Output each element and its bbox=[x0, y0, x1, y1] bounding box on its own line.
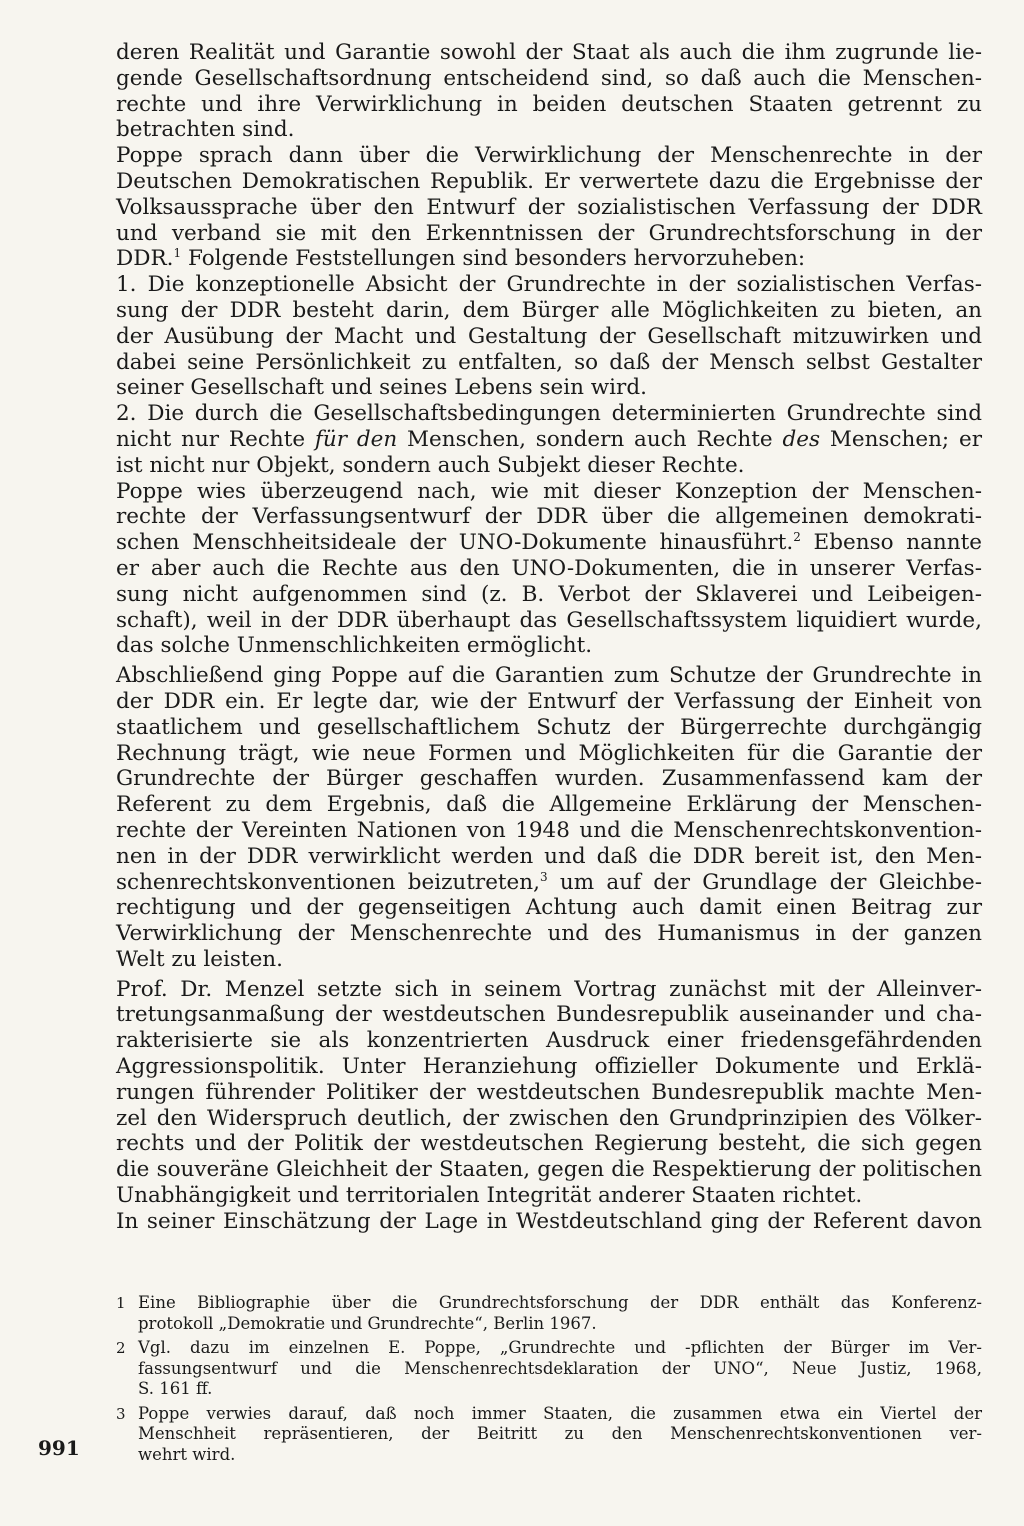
footnote-ref-3[interactable]: 3 bbox=[539, 869, 548, 884]
text-line: Welt zu leisten. bbox=[116, 946, 283, 972]
text-line: Prof. Dr. Menzel setzte sich in seinem Vortrag zunächst mit der Alleinver- bbox=[116, 976, 982, 1002]
footnote-line: protokoll „Demokratie und Grundrechte“, Berlin 1967. bbox=[138, 1313, 597, 1333]
footnote-2 bbox=[116, 1338, 982, 1400]
text-line: In seiner Einschätzung der Lage in Westdeutschland ging der Referent davon bbox=[116, 1208, 982, 1234]
text-line: deren Realität und Garantie sowohl der Staat als auch die ihm zugrunde lie- bbox=[116, 40, 982, 65]
footnote-number: 1 bbox=[116, 1294, 126, 1312]
text-fragment: Ebenso nannte bbox=[800, 530, 982, 556]
footnote-text bbox=[138, 1338, 982, 1400]
text-line: Referent zu dem Ergebnis, daß die Allgemeine Erklärung der Menschen- bbox=[116, 792, 982, 818]
text-line: rechtigung und der gegenseitigen Achtung auch damit einen Beitrag zur bbox=[116, 895, 982, 921]
footnotes bbox=[116, 1293, 982, 1469]
text-line: Unabhängigkeit und territorialen Integrität anderer Staaten richtet. bbox=[116, 1183, 863, 1209]
text-line: 1. Die konzeptionelle Absicht der Grundrechte in der sozialistischen Verfas- bbox=[116, 272, 982, 298]
text-line: dabei seine Persönlichkeit zu entfalten, so daß der Mensch selbst Gestalter bbox=[116, 349, 982, 375]
text-line: ist nicht nur Objekt, sondern auch Subjekt dieser Rechte. bbox=[116, 452, 745, 478]
text-line: Aggressionspolitik. Unter Heranziehung offizieller Dokumente und Erklä- bbox=[116, 1054, 982, 1080]
text-line: betrachten sind. bbox=[116, 117, 295, 143]
main-text bbox=[116, 40, 982, 1235]
footnote-text bbox=[138, 1293, 982, 1334]
footnote-number: 2 bbox=[116, 1339, 126, 1357]
text-line bbox=[116, 870, 982, 896]
text-line: Verwirklichung der Menschenrechte und des Humanismus in der ganzen bbox=[116, 921, 982, 947]
text-fragment: schen Menschheitsideale der UNO-Dokumente hinausführt. bbox=[116, 530, 794, 556]
text-line: seiner Gesellschaft und seines Lebens sein wird. bbox=[116, 375, 647, 401]
footnote-line: wehrt wird. bbox=[138, 1444, 236, 1464]
text-fragment: Menschen; er bbox=[820, 426, 983, 452]
text-line: er aber auch die Rechte aus den UNO-Dokumenten, die in unserer Verfas- bbox=[116, 555, 982, 581]
footnote-line: Menschheit repräsentieren, der Beitritt zu den Menschenrechtskonventionen ver- bbox=[138, 1424, 982, 1443]
footnote-number: 3 bbox=[116, 1404, 126, 1423]
text-line: rungen führender Politiker der westdeutschen Bundesrepublik machte Men- bbox=[116, 1079, 982, 1105]
text-line: rechte und ihre Verwirklichung in beiden deutschen Staaten getrennt zu bbox=[116, 91, 982, 117]
text-fragment: Menschen, sondern auch Rechte bbox=[397, 426, 783, 452]
text-line: sung nicht aufgenommen sind (z. B. Verbot der Sklaverei und Leibeigen- bbox=[116, 581, 982, 607]
footnote-1 bbox=[116, 1293, 982, 1334]
text-line: Volksaussprache über den Entwurf der sozialistischen Verfassung der DDR bbox=[116, 194, 982, 220]
text-line: gende Gesellschaftsordnung entscheidend sind, so daß auch die Menschen- bbox=[116, 65, 982, 91]
text-line: rechts und der Politik der westdeutschen Regierung besteht, die sich gegen bbox=[116, 1131, 982, 1157]
text-line: tretungsanmaßung der westdeutschen Bundesrepublik auseinander und cha- bbox=[116, 1002, 982, 1028]
text-line: schaft), weil in der DDR überhaupt das Gesellschaftssystem liquidiert wurde, bbox=[116, 607, 982, 633]
text-line: rakterisierte sie als konzentrierten Ausdruck einer friedensgefährdenden bbox=[116, 1028, 982, 1054]
footnote-line: fassungsentwurf und die Menschenrechtsdeklaration der UNO“, Neue Justiz, 1968, bbox=[138, 1358, 982, 1378]
footnote-ref-2[interactable]: 2 bbox=[793, 530, 801, 545]
text-fragment: DDR. bbox=[116, 246, 174, 272]
text-line bbox=[116, 427, 982, 453]
page-number: 991 bbox=[38, 1436, 80, 1460]
text-line bbox=[116, 530, 982, 556]
italic-phrase: des bbox=[782, 426, 820, 452]
text-line: die souveräne Gleichheit der Staaten, gegen die Respektierung der politischen bbox=[116, 1157, 982, 1183]
text-fragment: um auf der Grundlage der Gleichbe- bbox=[547, 869, 982, 895]
text-fragment: nicht nur Rechte bbox=[116, 426, 315, 452]
text-line: Deutschen Demokratischen Republik. Er verwertete dazu die Ergebnisse der bbox=[116, 168, 982, 194]
text-line: sung der DDR besteht darin, dem Bürger alle Möglichkeiten zu bieten, an bbox=[116, 297, 982, 323]
footnote-line: Eine Bibliographie über die Grundrechtsforschung der DDR enthält das Konferenz- bbox=[138, 1293, 982, 1312]
footnote-line: S. 161 ff. bbox=[138, 1379, 213, 1398]
text-line: Poppe sprach dann über die Verwirklichung der Menschenrechte in der bbox=[116, 143, 982, 169]
text-line: 2. Die durch die Gesellschaftsbedingungen determinierten Grundrechte sind bbox=[116, 401, 982, 427]
text-line: der Ausübung der Macht und Gestaltung der Gesellschaft mitzuwirken und bbox=[116, 323, 982, 349]
text-line: rechte der Verfassungsentwurf der DDR über die allgemeinen demokrati- bbox=[116, 504, 982, 530]
text-line: und verband sie mit den Erkenntnissen der Grundrechtsforschung in der bbox=[116, 220, 982, 246]
text-line: Abschließend ging Poppe auf die Garantien zum Schutze der Grundrechte in bbox=[116, 663, 982, 689]
text-line: Rechnung trägt, wie neue Formen und Möglichkeiten für die Garantie der bbox=[116, 740, 982, 766]
text-line: das solche Unmenschlichkeiten ermöglicht. bbox=[116, 633, 593, 659]
footnote-line: Vgl. dazu im einzelnen E. Poppe, „Grundrechte und -pflichten der Bürger im Ver- bbox=[138, 1338, 982, 1357]
text-line: staatlichem und gesellschaftlichem Schutz der Bürgerrechte durchgängig bbox=[116, 714, 982, 740]
text-line: nen in der DDR verwirklicht werden und daß die DDR bereit ist, den Men- bbox=[116, 843, 982, 869]
text-line: rechte der Vereinten Nationen von 1948 und die Menschenrechtskonvention- bbox=[116, 817, 982, 843]
footnote-3 bbox=[116, 1404, 982, 1466]
footnote-ref-1[interactable]: 1 bbox=[173, 246, 182, 261]
text-fragment: Folgende Feststellungen sind besonders hervorzuheben: bbox=[181, 246, 806, 272]
footnote-line: Poppe verwies darauf, daß noch immer Staaten, die zusammen etwa ein Viertel der bbox=[138, 1403, 982, 1423]
text-line: zel den Widerspruch deutlich, der zwischen den Grundprinzipien des Völker- bbox=[116, 1105, 982, 1131]
text-line: der DDR ein. Er legte dar, wie der Entwurf der Verfassung der Einheit von bbox=[116, 688, 982, 714]
italic-phrase: für den bbox=[314, 426, 398, 452]
text-line: Grundrechte der Bürger geschaffen wurden. Zusammenfassend kam der bbox=[116, 766, 982, 792]
text-line bbox=[116, 246, 982, 272]
footnote-text bbox=[138, 1404, 982, 1466]
text-line: Poppe wies überzeugend nach, wie mit dieser Konzeption der Menschen- bbox=[116, 478, 982, 504]
text-fragment: schenrechtskonventionen beizutreten, bbox=[116, 869, 540, 895]
